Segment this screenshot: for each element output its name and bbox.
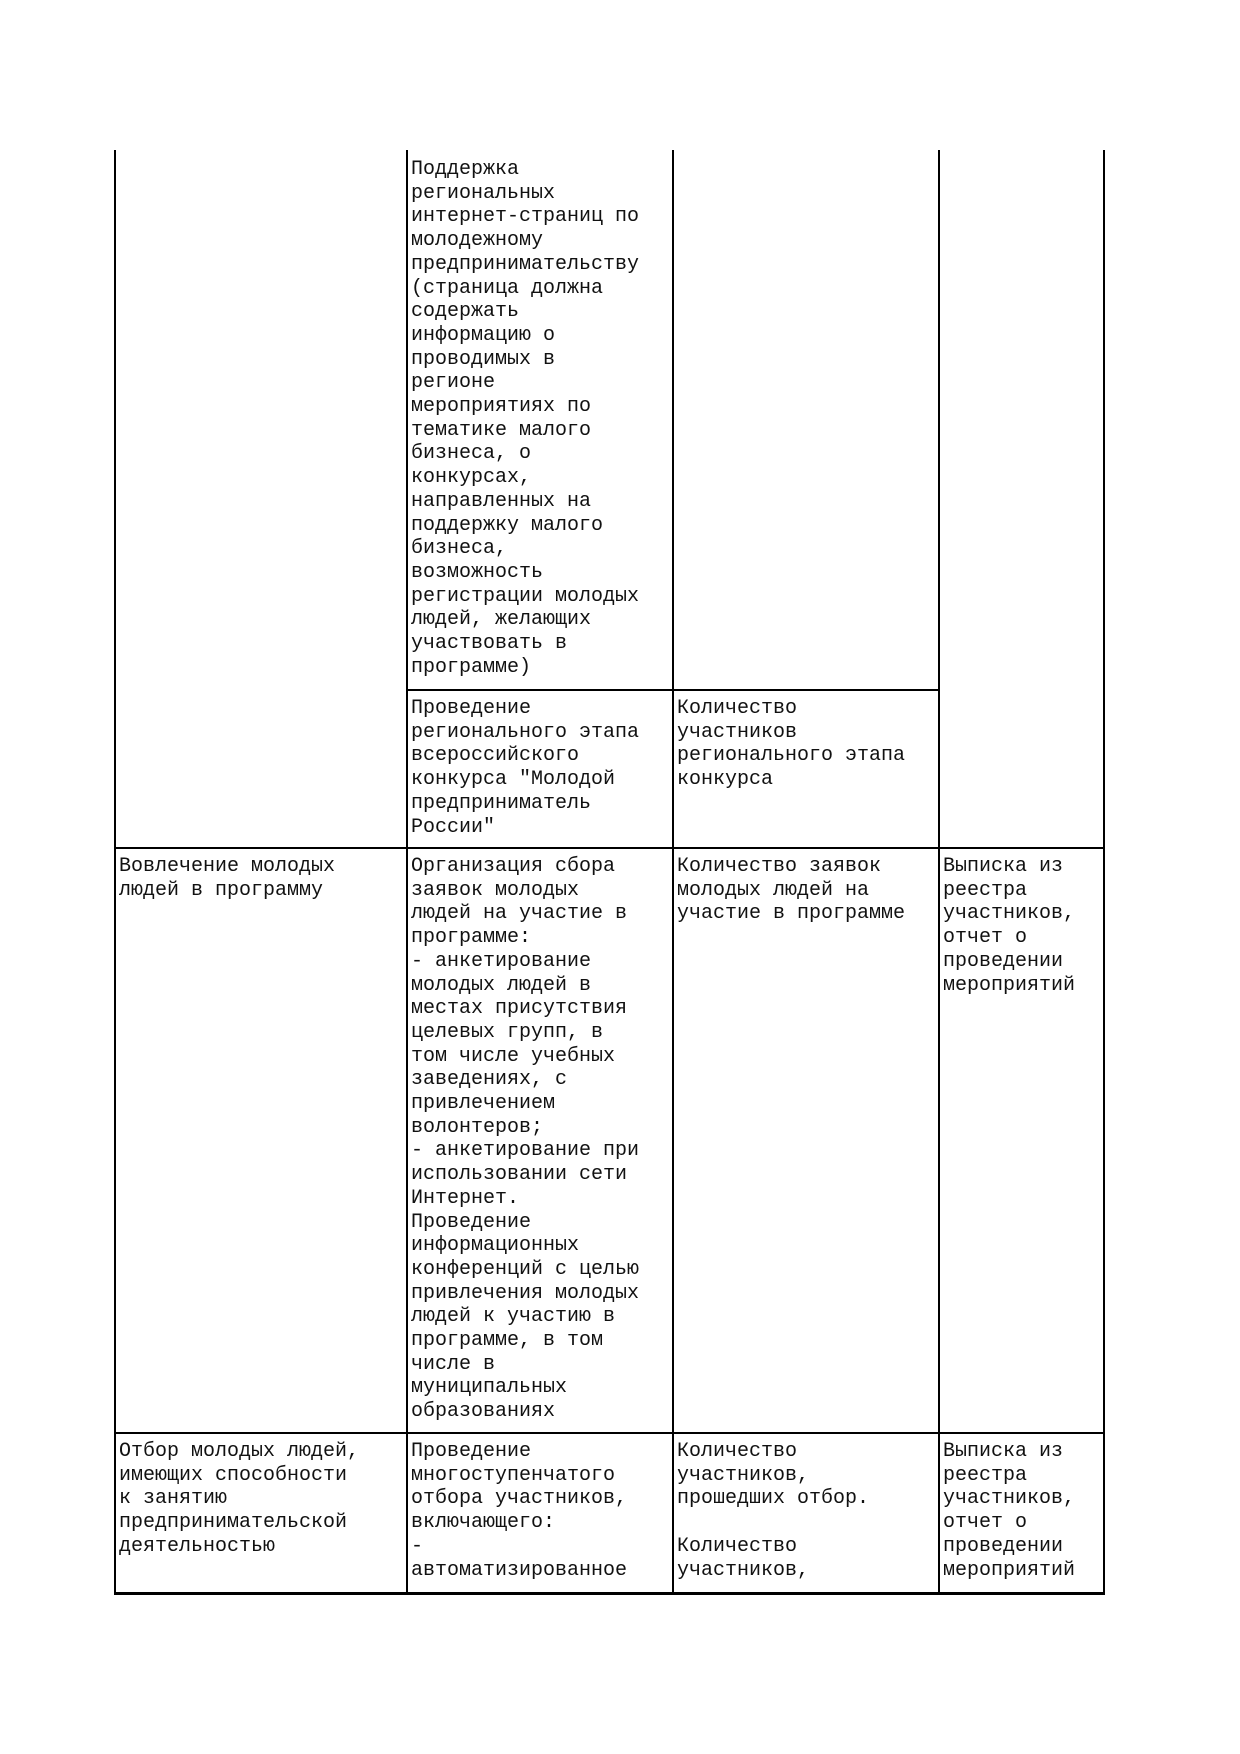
table-cell: Организация сбора заявок молодых людей на участие в программе: - анкетирование молодых людей в местах присутствия целевых групп, в том числе учебных заведениях, с привлечением волонтеров; - анкетирование при использовании сети Интернет. Проведение информационных конференций с целью привлечения молодых людей к участию в программе, в том числе в муниципальных образованиях xyxy=(411,855,640,1424)
table-col-divider-3 xyxy=(938,150,940,1595)
table-cell: Выписка из реестра участников, отчет о проведении мероприятий xyxy=(943,855,1076,997)
table-cell: Вовлечение молодых людей в программу xyxy=(119,855,336,902)
table-cell: Количество участников, прошедших отбор. Количество участников, xyxy=(677,1440,870,1582)
table-cell: Проведение многоступенчатого отбора участников, включающего: - автоматизированное xyxy=(411,1440,628,1582)
table-cell: Выписка из реестра участников, отчет о проведении мероприятий xyxy=(943,1440,1076,1582)
table-cell: Количество заявок молодых людей на участие в программе xyxy=(677,855,906,926)
table-right-border xyxy=(1103,150,1105,1595)
table-cell: Поддержка региональных интернет-страниц по молодежному предпринимательству (страница должна содержать информацию о проводимых в регионе мероприятиях по тематике малого бизнеса, о конкурсах, направленных на поддержку малого бизнеса, возможность регистрации молодых людей, желающих участвовать в программе) xyxy=(411,158,640,679)
row-divider-2 xyxy=(114,847,1105,849)
table-col-divider-2 xyxy=(672,150,674,1595)
table-cell: Количество участников регионального этапа конкурса xyxy=(677,697,906,792)
table-left-border xyxy=(114,150,116,1595)
row-divider-3 xyxy=(114,1432,1105,1434)
table-cell: Проведение регионального этапа всероссийского конкурса "Молодой предприниматель России" xyxy=(411,697,640,839)
row-divider-1 xyxy=(406,689,940,691)
table-cell: Отбор молодых людей, имеющих способности к занятию предпринимательской деятельностью xyxy=(119,1440,360,1558)
table-col-divider-1 xyxy=(406,150,408,1595)
table-bottom-border xyxy=(114,1592,1105,1595)
